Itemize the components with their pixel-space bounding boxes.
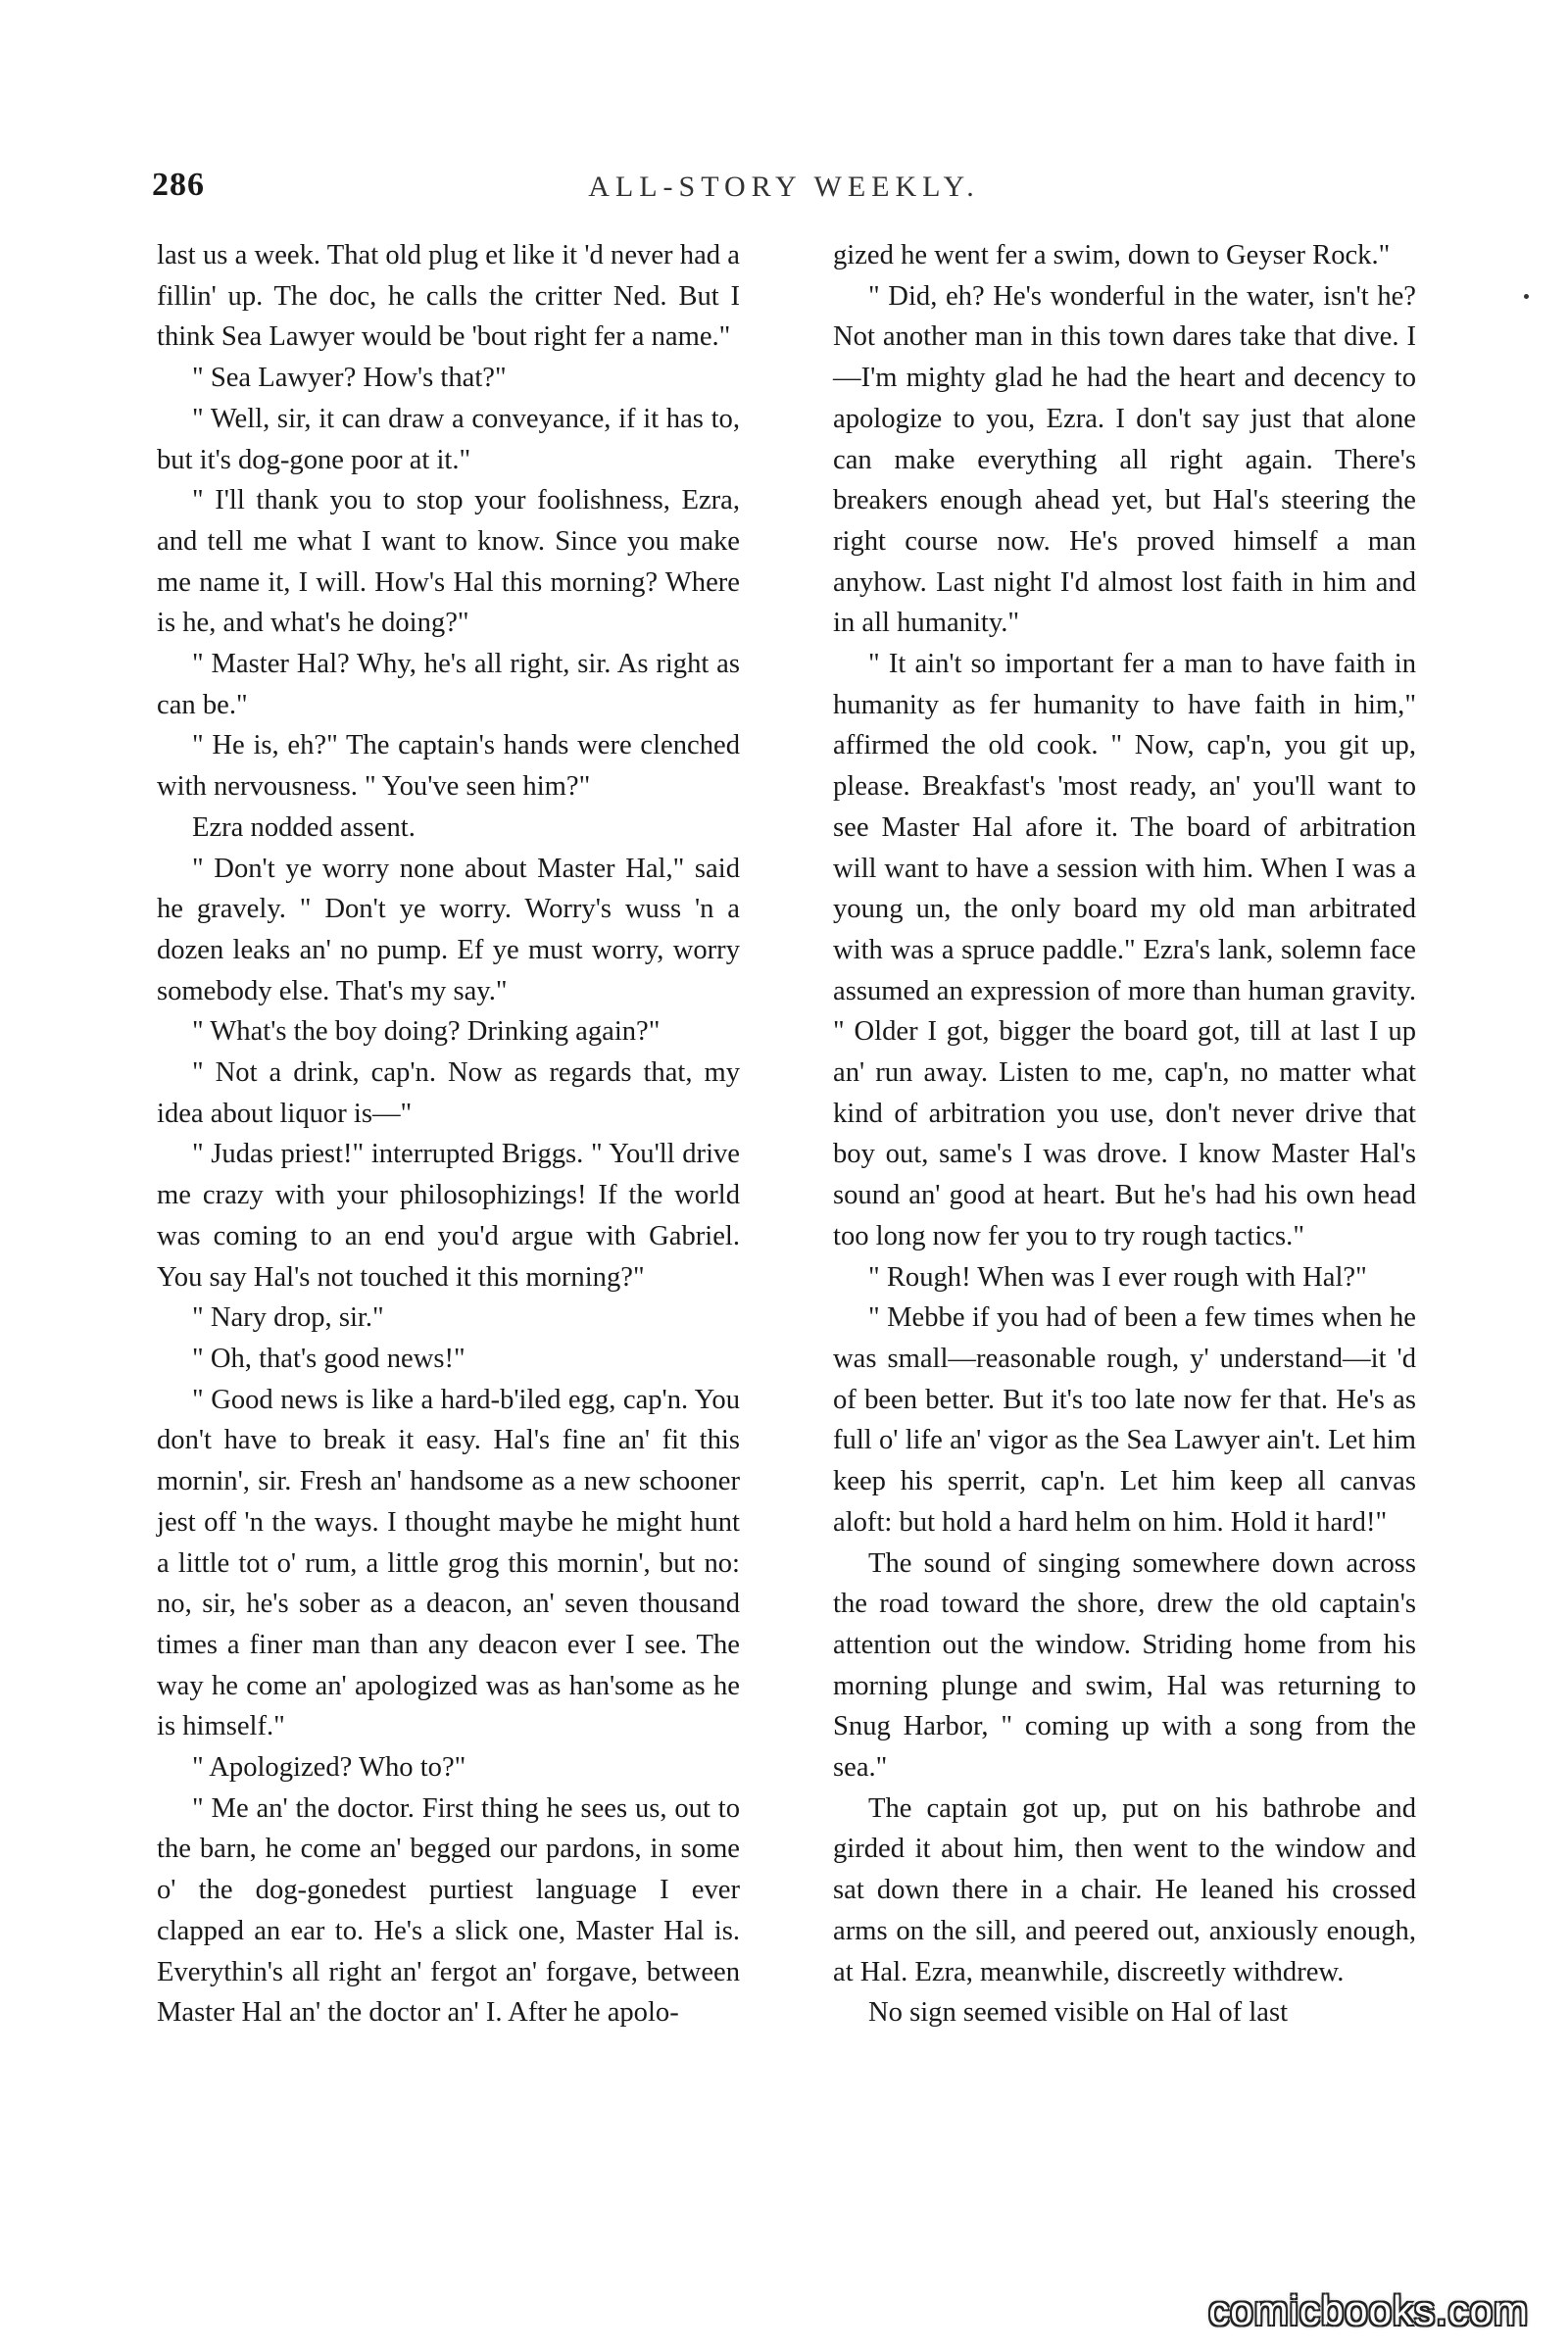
paragraph: " Not a drink, cap'n. Now as regards that, my idea about liquor is—": [157, 1057, 740, 1129]
paragraph: Ezra nodded assent.: [192, 811, 416, 843]
paragraph: last us a week. That old plug et like it 'd never had a fillin' up. The doc, he calls the critter Ned. But I think Sea Lawyer would be 'bout right fer a name.": [157, 240, 740, 353]
paragraph: " Nary drop, sir.": [192, 1302, 384, 1334]
paragraph: The sound of singing somewhere down across the road toward the shore, drew the old captain's attention out the window. Striding home from his morning plunge and swim, Hal was returning to Snug Harbor, " coming up with a song from the sea.": [833, 1547, 1416, 1784]
paragraph: " Rough! When was I ever rough with Hal?": [868, 1261, 1367, 1293]
running-title: ALL-STORY WEEKLY.: [588, 171, 980, 203]
right-text-column: [833, 235, 1416, 2034]
print-speck: [1524, 294, 1529, 299]
page-header: [152, 167, 1416, 216]
paragraph: " I'll thank you to stop your foolishness, Ezra, and tell me what I want to know. Since you make me name it, I will. How's Hal this morning? Where is he, and what's he doing?": [157, 485, 740, 639]
paragraph: " Sea Lawyer? How's that?": [192, 363, 507, 394]
paragraph: The captain got up, put on his bathrobe and girded it about him, then went to the window and sat down there in a chair. He leaned his crossed arms on the sill, and peered out, anxiously enough, at Hal. Ezra, meanwhile, discreetly withdrew.: [833, 1792, 1416, 1987]
paragraph: " Did, eh? He's wonderful in the water, isn't he? Not another man in this town dares take that dive. I—I'm mighty glad he had the heart and decency to apologize to you, Ezra. I don't say just that alone can make everything all right again. There's breakers enough ahead yet, but Hal's steering the right course now. He's proved himself a man anyhow. Last night I'd almost lost faith in him and in all humanity.": [833, 280, 1416, 639]
paragraph: " Well, sir, it can draw a conveyance, if it has to, but it's dog-gone poor at it.": [157, 403, 740, 475]
paragraph: " Apologized? Who to?": [192, 1752, 466, 1784]
paragraph: " Me an' the doctor. First thing he sees us, out to the barn, he come an' begged our pardons, in some o' the dog-gonedest purtiest language I ever clapped an ear to. He's a slick one, Master Hal is. Everythin's all right an' fergot an' forgave, between Master Hal an' the doctor an' I. After he apolo-: [157, 1792, 740, 2029]
paragraph: " What's the boy doing? Drinking again?": [192, 1016, 661, 1048]
paragraph: " Mebbe if you had of been a few times when he was small—reasonable rough, y' understand—it 'd of been better. But it's too late now fer that. He's as full o' life an' vigor as the Sea Lawyer ain't. Let him keep his sperrit, cap'n. Let him keep all canvas aloft: but hold a hard helm on him. Hold it hard!": [833, 1302, 1416, 1538]
paragraph: " It ain't so important fer a man to have faith in humanity as fer humanity to have faith in him," affirmed the old cook. " Now, cap'n, you git up, please. Breakfast's 'most ready, an' you'll want to see Master Hal afore it. The board of arbitration will want to have a session with him. When I was a young un, the only board my old man arbitrated with was a spruce paddle." Ezra's lank, solemn face assumed an expression of more than human gravity. " Older I got, bigger the board got, till at last I up an' run away. Listen to me, cap'n, no matter what kind of arbitration you use, don't never drive that boy out, same's I was drove. I know Master Hal's sound an' good at heart. But he's had his own head too long now fer you to try rough tactics.": [833, 649, 1416, 1251]
paragraph: " He is, eh?" The captain's hands were clenched with nervousness. " You've seen him?": [157, 730, 740, 803]
paragraph: " Don't ye worry none about Master Hal," said he gravely. " Don't ye worry. Worry's wuss 'n a dozen leaks an' no pump. Ef ye must worry, worry somebody else. That's my say.": [157, 853, 740, 1006]
paragraph: gized he went fer a swim, down to Geyser Rock.": [833, 240, 1391, 270]
paragraph: " Oh, that's good news!": [192, 1343, 466, 1374]
watermark: comicbooks.com: [1208, 2287, 1529, 2333]
paragraph: " Judas priest!" interrupted Briggs. " You'll drive me crazy with your philosophizings! If the world was coming to an end you'd argue with Gabriel. You say Hal's not touched it this morning?": [157, 1139, 740, 1293]
page-number: 286: [152, 167, 205, 203]
paragraph: No sign seemed visible on Hal of last: [868, 1997, 1289, 2029]
left-text-column: [157, 235, 740, 2034]
paragraph: " Good news is like a hard-b'iled egg, cap'n. You don't have to break it easy. Hal's fine an' fit this mornin', sir. Fresh an' handsome as a new schooner jest off 'n the ways. I thought maybe he might hunt a little tot o' rum, a little grog this mornin', but no: no, sir, he's sober as a deacon, an' seven thousand times a finer man than any deacon ever I see. The way he come an' apologized was as han'some as he is himself.": [157, 1384, 740, 1742]
paragraph: " Master Hal? Why, he's all right, sir. As right as can be.": [157, 649, 740, 720]
